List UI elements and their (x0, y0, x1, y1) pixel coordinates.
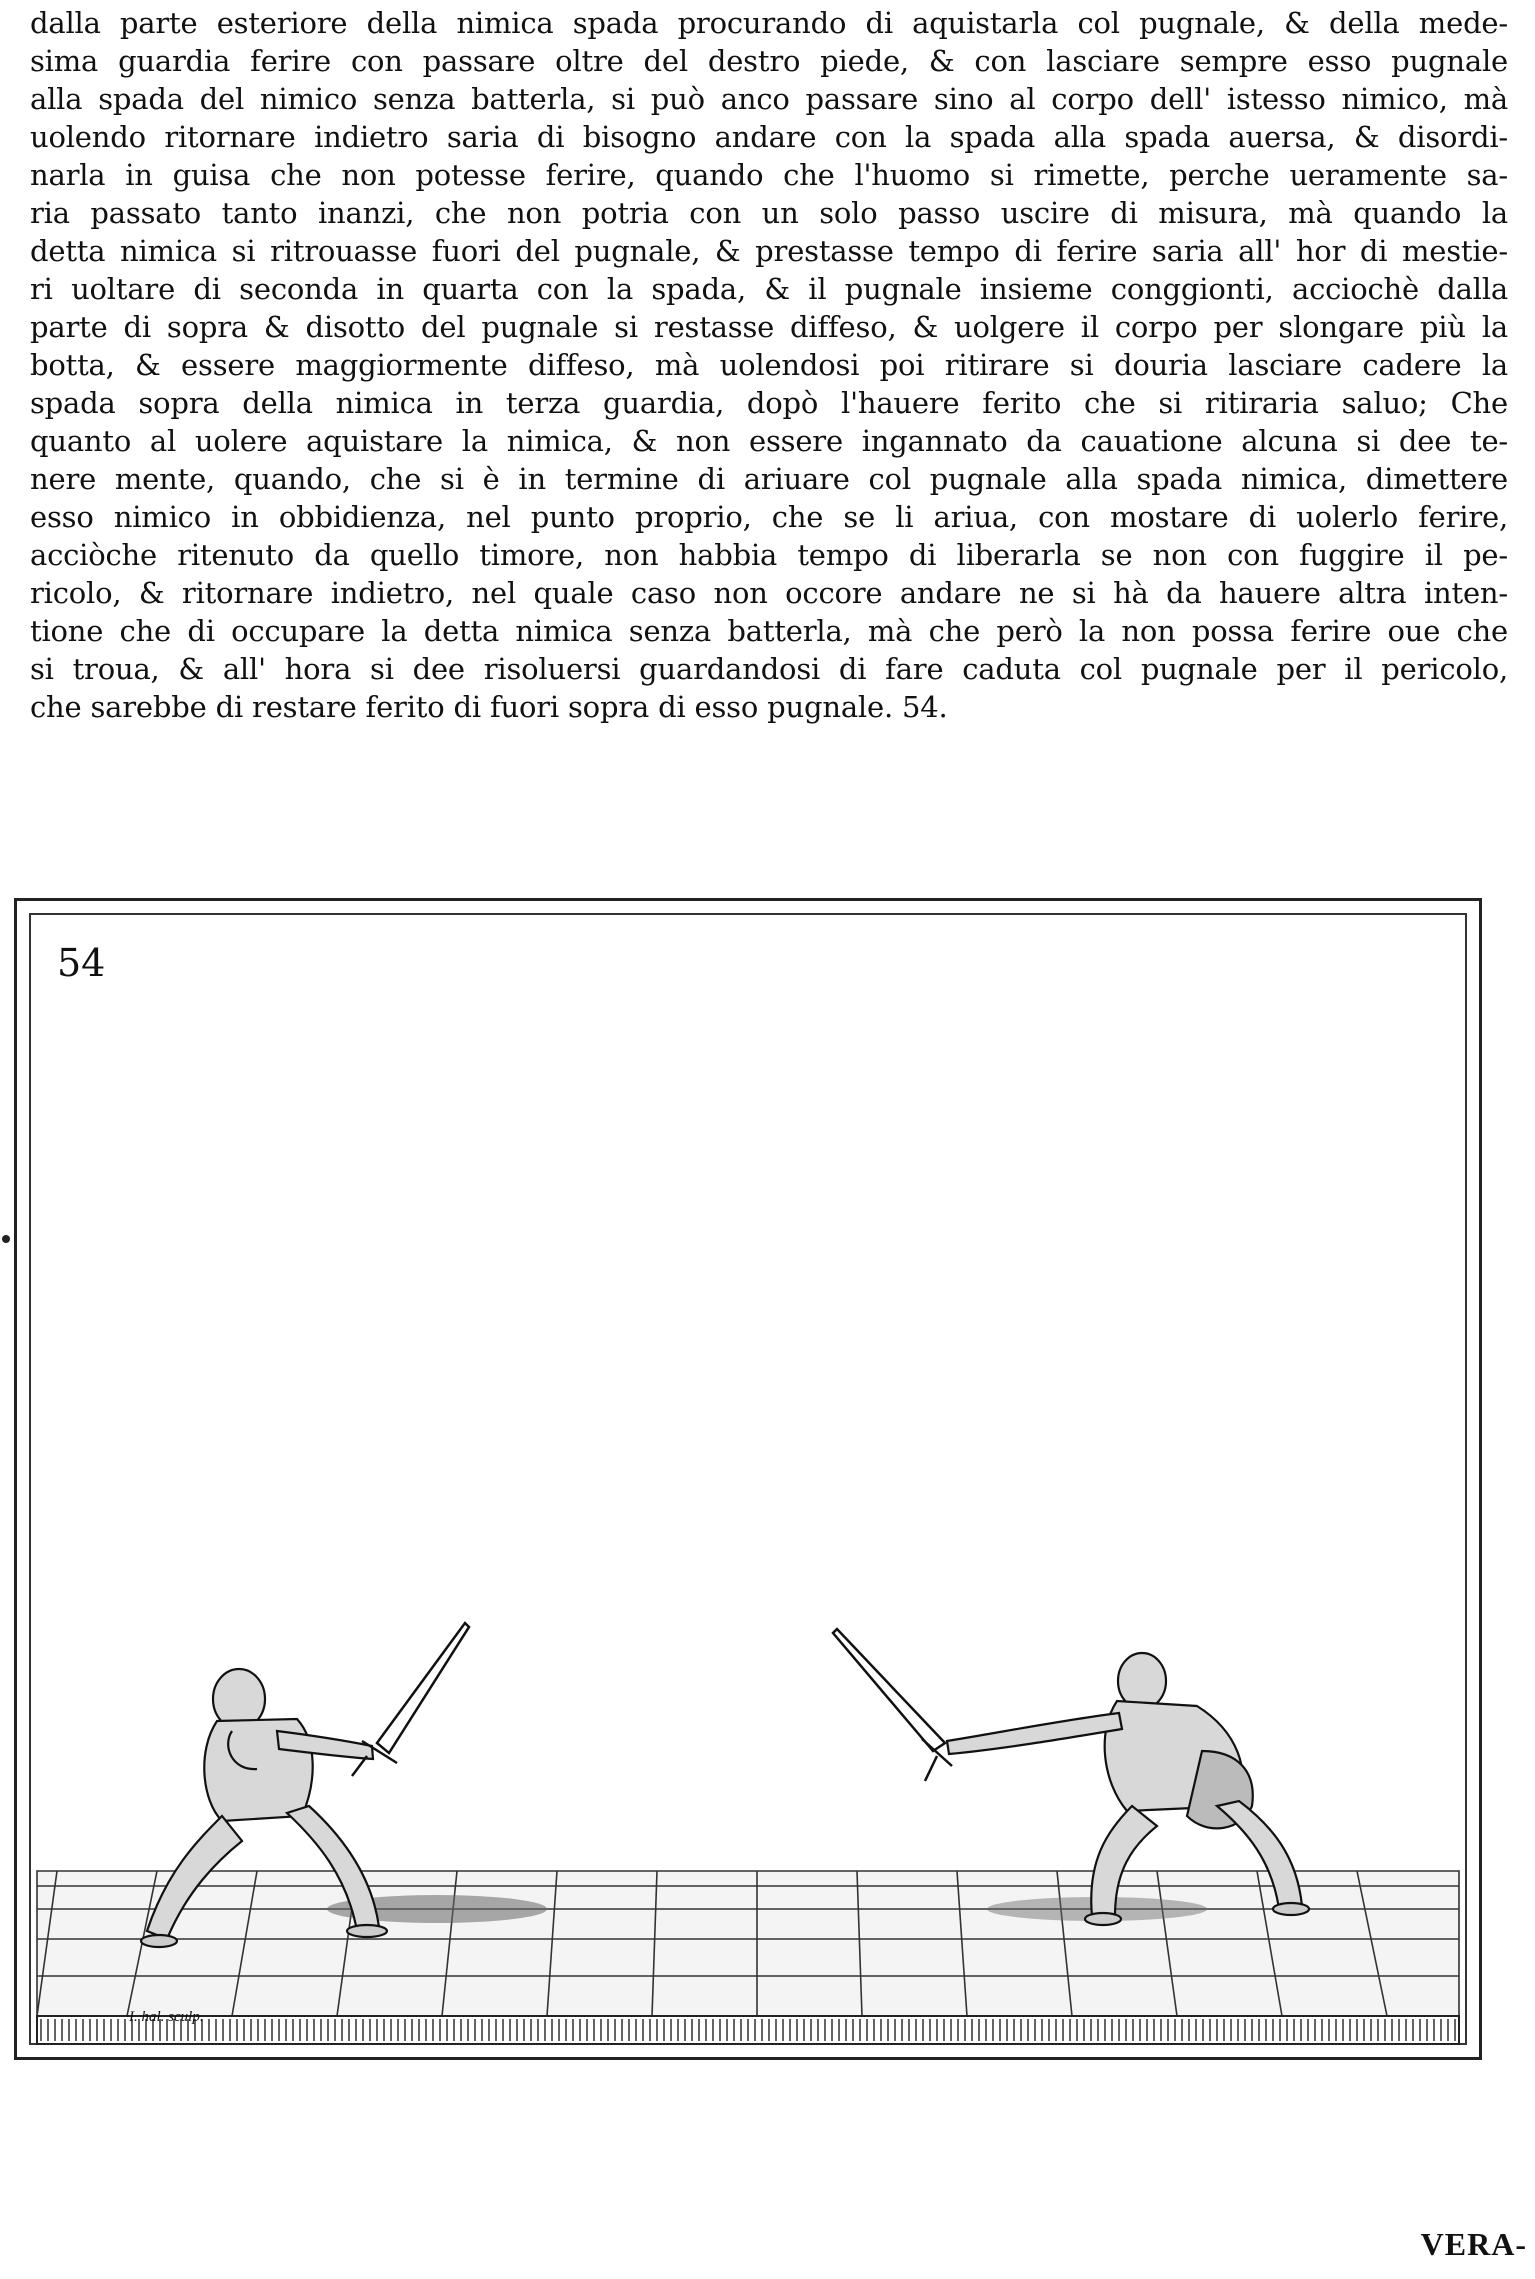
text-line: nere mente, quando, che si è in termine di ariuare col pugnale alla spada nimica, dimettere (30, 462, 1508, 496)
engraver-signature: I. hal. sculp. (129, 2009, 204, 2025)
text-line: narla in guisa che non potesse ferire, quando che l'huomo si rimette, perche ueramente sa- (30, 158, 1508, 192)
text-line: ria passato tanto inanzi, che non potria con un solo passo uscire di misura, mà quando la (30, 196, 1508, 230)
text-line: si troua, & all' hora si dee risoluersi guardandosi di fare caduta col pugnale per il pericolo, (30, 652, 1508, 686)
right-fencer-sword (833, 1629, 952, 1781)
text-line: quanto al uolere aquistare la nimica, & non essere ingannato da cauatione alcuna si dee te- (30, 424, 1508, 458)
text-line: tione che di occupare la detta nimica senza batterla, mà che però la non possa ferire oue che (30, 614, 1508, 648)
text-line: ricolo, & ritornare indietro, nel quale caso non occore andare ne si hà da hauere altra inten- (30, 576, 1508, 610)
text-line: esso nimico in obbidienza, nel punto proprio, che se li ariua, con mostare di uolerlo ferire, (30, 500, 1508, 534)
margin-dot (2, 1235, 10, 1243)
tiled-floor (37, 1871, 1459, 2016)
text-line: botta, & essere maggiormente diffeso, mà uolendosi poi ritirare si douria lasciare cadere la (30, 348, 1508, 382)
text-line: ri uoltare di seconda in quarta con la spada, & il pugnale insieme conggionti, acciochè dalla (30, 272, 1508, 306)
text-line: sima guardia ferire con passare oltre del destro piede, & con lasciare sempre esso pugnale (30, 44, 1508, 78)
text-line: acciòche ritenuto da quello timore, non habbia tempo di liberarla se non con fuggire il pe- (30, 538, 1508, 572)
body-text (30, 4, 1508, 726)
plate-number: 54 (57, 941, 106, 985)
text-line: spada sopra della nimica in terza guardia, dopò l'hauere ferito che si ritiraria saluo; Che (30, 386, 1508, 420)
text-line: alla spada del nimico senza batterla, si può anco passare sino al corpo dell' istesso nimico, mà (30, 82, 1508, 116)
text-line: detta nimica si ritrouasse fuori del pugnale, & prestasse tempo di ferire saria all' hor di mestie- (30, 234, 1508, 268)
text-line: dalla parte esteriore della nimica spada procurando di aquistarla col pugnale, & della mede- (30, 6, 1508, 40)
text-line: uolendo ritornare indietro saria di bisogno andare con la spada alla spada auersa, & disordi- (30, 120, 1508, 154)
text-line: che sarebbe di restare ferito di fuori sopra di esso pugnale. 54. (30, 690, 948, 724)
text-line: parte di sopra & disotto del pugnale si restasse diffeso, & uolgere il corpo per slongare più la (30, 310, 1508, 344)
engraving-plate (14, 898, 1482, 2060)
fencing-illustration (17, 901, 1479, 2057)
catchword: VERA- (1420, 2226, 1527, 2262)
